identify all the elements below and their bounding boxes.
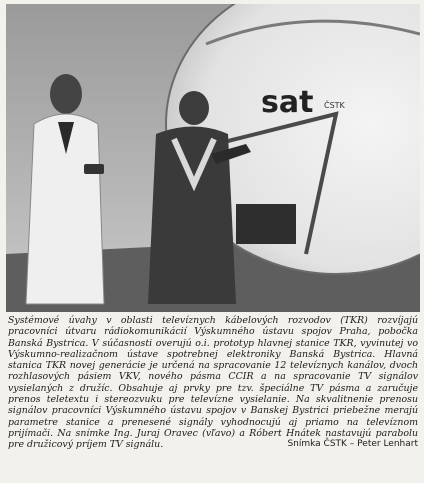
dish-logo-small: ČSTK bbox=[324, 101, 345, 110]
photo-caption bbox=[8, 315, 418, 451]
dish-logo: sat bbox=[261, 85, 314, 120]
equipment-box bbox=[236, 204, 296, 244]
photo-credit: Snímka ČSTK – Peter Lenhart bbox=[287, 439, 418, 450]
caption-text: Systémové úvahy v oblasti televíznych kábelových rozvodov (TKR) rozvíjajú pracovníci útvaru rádiokomunikácií Výskumného ústavu spojov Praha, pobočka Banská Bystrica. V súčasnosti overujú o.i. prototyp hlavnej stanice TKR, vyvinutej vo Výskumno-realizačnom ústave spotrebnej elektroniky Banská Bystrica. Hlavná stanica TKR novej generácie je určená na spracovanie 12 televíznych kanálov, dvoch rozhlasových pásiem VKV, nového pásma CCIR a na spracovanie TV signálov vysielaných z družíc. Obsahuje aj prvky pre tzv. špeciálne TV pásma a zaručuje prenos teletextu i stereozvuku pre televízne vysielanie. Na skvalitnenie prenosu signálov pracovníci Výskumného ústavu spojov v Banskej Bystrici priebežne merajú parametre stanice a prenesené signály vyhodnocujú aj priamo na televíznom prijímači. Na snímke Ing. Juraj Oravec (vľavo) a Róbert Hnátek nastavujú parabolu pre družicový príjem TV signálu. bbox=[8, 315, 418, 451]
press-photo bbox=[6, 4, 420, 312]
